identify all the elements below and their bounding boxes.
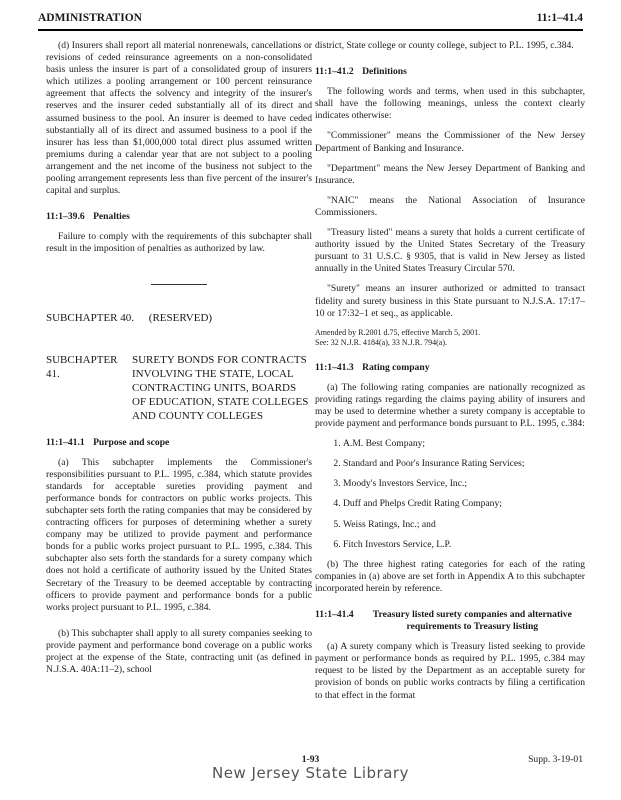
subchapter-title: (RESERVED) bbox=[148, 311, 213, 324]
amended-line: Amended by R.2001 d.75, effective March 5, 2001. bbox=[315, 327, 481, 337]
amendment-note bbox=[315, 328, 585, 348]
header-section-range: 11:1–41.4 bbox=[536, 12, 583, 24]
section-title: Definitions bbox=[362, 66, 407, 78]
paragraph-d: (d) Insurers shall report all material nonrenewals, cancellations or revisions of ceded reinsurance agreements on a non-consolidated basis unless the insurer is part of a consolidated group of insurers which utilizes a pooling arrangement or 100 percent reinsurance agreement that affects the solvency and integrity of the insurer's reserves and the insurer ceded substantially all of its direct and assumed business to the pool. An insurer is deemed to have ceded substantially all of its direct and assumed business to a pool if the insurer has less than $1,000,000 total direct plus assumed written premiums during a calendar year that are not subject to a pooling arrangement and the net income of the business not subject to the pooling arrangement represents less than five percent of the insurer's capital and surplus. bbox=[46, 40, 312, 197]
section-heading-41-4 bbox=[315, 609, 585, 633]
definition-surety: "Surety" means an insurer authorized or admitted to transact fidelity and surety business in this State pursuant to N.J.S.A. 17:17–10 or 17:32–1 et seq., as applicable. bbox=[315, 283, 585, 319]
continued-text: district, State college or county college, subject to P.L. 1995, c.384. bbox=[315, 40, 574, 51]
section-title: Purpose and scope bbox=[93, 436, 170, 448]
section-heading-39-6 bbox=[46, 211, 312, 223]
definition-department: "Department" means the New Jersey Department of Banking and Insurance. bbox=[315, 162, 585, 186]
section-title: Treasury listed surety companies and alternative requirements to Treasury listing bbox=[372, 609, 572, 633]
rating-paragraph-a: (a) The following rating companies are nationally recognized as providing ratings regarding the claims paying ability of insurers and may be used to determine whether a surety company is acceptable to provide payment and performance bonds pursuant to P.L. 1995, c.384: bbox=[315, 381, 585, 430]
section-number: 11:1–39.6 bbox=[46, 211, 85, 223]
section-number: 11:1–41.1 bbox=[46, 436, 85, 448]
rating-paragraph-b: (b) The three highest rating categories for each of the rating companies in (a) above are set forth in Appendix A to this subchapter incorporated herein by reference. bbox=[315, 558, 585, 594]
subchapter-title: SURETY BONDS FOR CONTRACTS INVOLVING THE STATE, LOCAL CONTRACTING UNITS, BOARDS OF EDUCATION, STATE COLLEGES AND COUNTY COLLEGES bbox=[132, 353, 309, 422]
header-section-title: ADMINISTRATION bbox=[38, 12, 142, 24]
right-column bbox=[315, 40, 585, 710]
section-number: 11:1–41.4 bbox=[315, 609, 354, 620]
list-item: 5. Weiss Ratings, Inc.; and bbox=[343, 519, 585, 531]
section-heading-41-1 bbox=[46, 437, 312, 449]
list-item: 4. Duff and Phelps Credit Rating Company; bbox=[343, 498, 585, 510]
library-watermark: New Jersey State Library bbox=[212, 764, 409, 782]
list-item: 3. Moody's Investors Service, Inc.; bbox=[343, 478, 585, 490]
treasury-paragraph-a: (a) A surety company which is Treasury listed seeking to provide payment or performance bonds as required by P.L. 1995, c.384 may request to be listed by the Department as an acceptable surety for provision of bonds on public works contracts by filing a certification to that effect in the format bbox=[315, 641, 585, 701]
see-line: See: 32 N.J.R. 4184(a), 33 N.J.R. 794(a). bbox=[315, 337, 447, 347]
section-heading-41-2 bbox=[315, 66, 585, 78]
list-item: 1. A.M. Best Company; bbox=[343, 438, 585, 450]
section-number: 11:1–41.3 bbox=[315, 361, 354, 373]
list-item: 6. Fitch Investors Service, L.P. bbox=[343, 539, 585, 551]
section-number: 11:1–41.2 bbox=[315, 66, 354, 78]
list-item: 2. Standard and Poor's Insurance Rating Services; bbox=[343, 458, 585, 470]
definition-commissioner: "Commissioner" means the Commissioner of the New Jersey Department of Banking and Insurance. bbox=[315, 130, 585, 154]
definition-treasury-listed: "Treasury listed" means a surety that holds a current certificate of authority issued by the United States Secretary of the Treasury pursuant to 31 U.S.C. § 9305, that is valid in New Jersey as listed annually in the United States Treasury Circular 570. bbox=[315, 227, 585, 275]
page-number: 1-93 bbox=[301, 754, 320, 765]
subchapter-label: SUBCHAPTER 41. bbox=[46, 353, 118, 380]
running-header bbox=[38, 12, 583, 28]
header-rule bbox=[38, 29, 583, 31]
definitions-intro: The following words and terms, when used in this subchapter, shall have the following meanings, unless the context clearly indicates otherwise: bbox=[315, 86, 585, 122]
subchapter-40-heading bbox=[46, 311, 312, 325]
subchapter-label: SUBCHAPTER 40. bbox=[46, 311, 135, 324]
section-heading-41-3 bbox=[315, 362, 585, 374]
penalties-text: Failure to comply with the requirements of this subchapter shall result in the imposition of penalties as authorized by law. bbox=[46, 231, 312, 255]
section-title: Rating company bbox=[362, 361, 430, 373]
section-title: Penalties bbox=[93, 211, 130, 223]
supplement-date: Supp. 3-19-01 bbox=[528, 754, 583, 765]
definition-naic: "NAIC" means the National Association of Insurance Commissioners. bbox=[315, 194, 585, 218]
separator-rule bbox=[151, 284, 207, 285]
left-column bbox=[46, 40, 312, 684]
purpose-paragraph-b: (b) This subchapter shall apply to all surety companies seeking to provide payment and performance bond coverage on a public works project at the expense of the State, contracting unit (as defined in N.J.S.A. 40A:11–2), school bbox=[46, 627, 312, 676]
subchapter-41-heading bbox=[46, 353, 312, 423]
rating-company-list bbox=[315, 438, 585, 551]
purpose-paragraph-a: (a) This subchapter implements the Commissioner's responsibilities pursuant to P.L. 1995, c.384, which statute provides standards for acceptable sureties providing payment and performance bonds for contractors on public works projects. This subchapter sets forth the rating companies that may be considered by contracting officers for purposes of determining whether a surety company may be utilized to provide payment and performance bonds for a public works project pursuant to P.L. 1995, c.384. This subchapter also sets forth the standards for a surety company which does not hold a certificate of authority issued by the United States Secretary of the Treasury to be deemed acceptable by contracting officers to provide payment and performance bonds for a public works project pursuant to P.L. 1995, c.384. bbox=[46, 456, 312, 613]
